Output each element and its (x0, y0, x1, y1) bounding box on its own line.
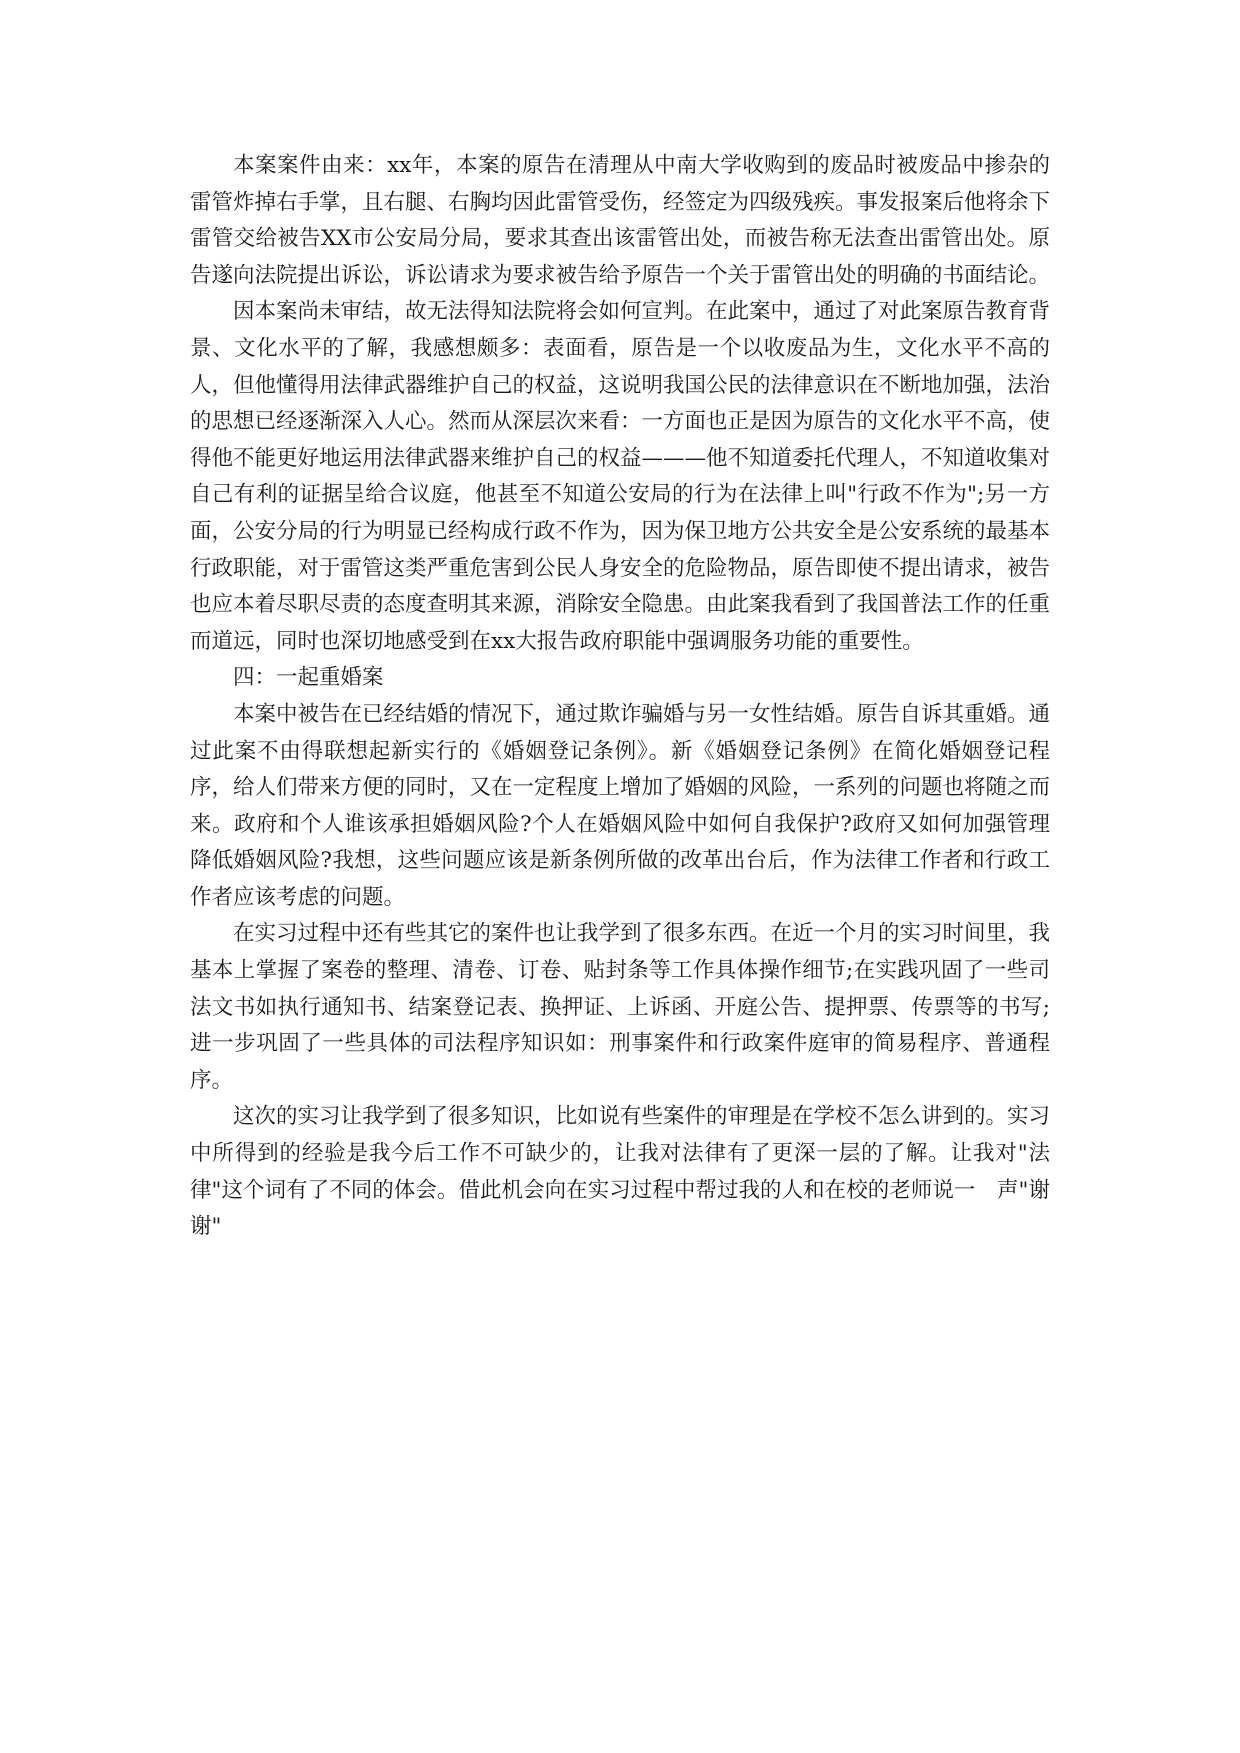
paragraph-internship-tasks: 在实习过程中还有些其它的案件也让我学到了很多东西。在近一个月的实习时间里，我基本上掌握了案卷的整理、清卷、订卷、贴封条等工作具体操作细节;在实践巩固了一些司法文书如执行通知书、结案登记表、换押证、上诉函、开庭公告、提押票、传票等的书写;进一步巩固了一些具体的司法程序知识如：刑事案件和行政案件庭审的简易程序、普通程序。 (190, 921, 1051, 1093)
document-body (190, 148, 1050, 1246)
section-heading-bigamy-case: 四：一起重婚案 (233, 665, 384, 691)
paragraph-case-reflection: 因本案尚未审结，故无法得知法院将会如何宣判。在此案中，通过了对此案原告教育背景、文化水平的了解，我感想颇多：表面看，原告是一个以收废品为生，文化水平不高的人，但他懂得用法律武器维护自己的权益，这说明我国公民的法律意识在不断地加强，法治的思想已经逐渐深入人心。然而从深层次来看：一方面也正是因为原告的文化水平不高，使得他不能更好地运用法律武器来维护自己的权益———他不知道委托代理人，不知道收集对自己有利的证据呈给合议庭，他甚至不知道公安局的行为在法律上叫"行政不作为";另一方面，公安分局的行为明显已经构成行政不作为，因为保卫地方公共安全是公安系统的最基本行政职能，对于雷管这类严重危害到公民人身安全的危险物品，原告即使不提出请求，被告也应本着尽职尽责的态度查明其来源，消除安全隐患。由此案我看到了我国普法工作的任重而道远，同时也深切地感受到在xx大报告政府职能中强调服务功能的重要性。 (190, 299, 1051, 654)
paragraph-conclusion: 这次的实习让我学到了很多知识，比如说有些案件的审理是在学校不怎么讲到的。实习中所得到的经验是我今后工作不可缺少的，让我对法律有了更深一层的了解。让我对"法律"这个词有了不同的体会。借此机会向在实习过程中帮过我的人和在校的老师说一 声"谢谢" (190, 1104, 1051, 1240)
paragraph-case-origin: 本案案件由来：xx年，本案的原告在清理从中南大学收购到的废品时被废品中掺杂的雷管炸掉右手掌，且右腿、右胸均因此雷管受伤，经签定为四级残疾。事发报案后他将余下雷管交给被告XX市公安局分局，要求其查出该雷管出处，而被告称无法查出雷管出处。原告遂向法院提出诉讼，诉讼请求为要求被告给予原告一个关于雷管出处的明确的书面结论。 (190, 153, 1051, 288)
paragraph-bigamy-case: 本案中被告在已经结婚的情况下，通过欺诈骗婚与另一女性结婚。原告自诉其重婚。通过此案不由得联想起新实行的《婚姻登记条例》。新《婚姻登记条例》在简化婚姻登记程序，给人们带来方便的同时，又在一定程度上增加了婚姻的风险，一系列的问题也将随之而来。政府和个人谁该承担婚姻风险?个人在婚姻风险中如何自我保护?政府又如何加强管理降低婚姻风险?我想，这些问题应该是新条例所做的改革出台后，作为法律工作者和行政工作者应该考虑的问题。 (190, 701, 1051, 910)
